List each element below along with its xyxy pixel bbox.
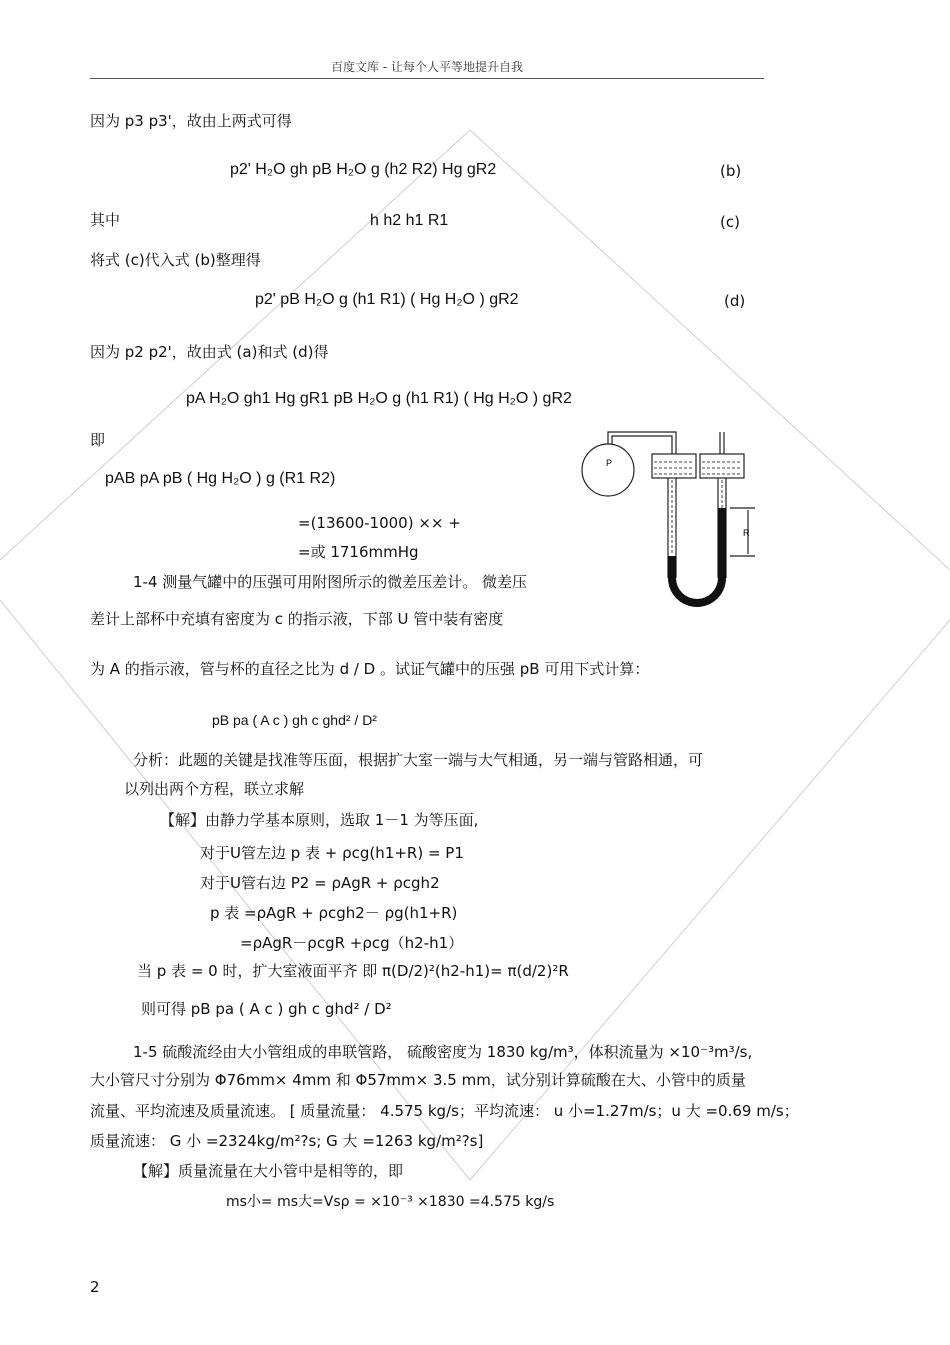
text-line: 即 xyxy=(90,431,106,449)
solution-line: =ρAgR－ρcgR +ρcg（h2-h1） xyxy=(240,934,464,952)
problem-1-5: 质量流速： G 小 =2324kg/m²?s; G 大 =1263 kg/m²?s] xyxy=(90,1132,484,1150)
equation-e: pA H₂O gh1 Hg gR1 pB H₂O g (h1 R1) ( Hg H₂O ) gR2 xyxy=(186,390,572,407)
solution-line: 当 p 表 = 0 时，扩大室液面平齐 即 π(D/2)²(h2-h1)= π(d/2)²R xyxy=(137,962,569,980)
problem-1-5: 1-5 硫酸流经由大小管组成的串联管路， 硫酸密度为 1830 kg/m³，体积流量为 ×10⁻³m³/s, xyxy=(133,1043,753,1061)
text-line: 其中 xyxy=(90,211,121,229)
equation-g: pB pa ( A c ) gh c ghd² / D² xyxy=(212,712,377,728)
text-line: 将式 (c)代入式 (b)整理得 xyxy=(90,251,261,269)
problem-1-5: 流量、平均流速及质量流速。 [ 质量流量： 4.575 kg/s；平均流速： u 小=1.27m/s；u 大 =0.69 m/s； xyxy=(90,1102,799,1120)
equation-f: pAB pA pB ( Hg H₂O ) g (R1 R2) xyxy=(105,470,336,487)
calc-line: =(13600-1000) ×× + xyxy=(298,514,461,532)
text-line: 因为 p3 p3'，故由上两式可得 xyxy=(90,112,292,130)
u-tube-liquid-shape xyxy=(668,508,726,607)
problem-1-4: 差计上部杯中充填有密度为 c 的指示液，下部 U 管中装有密度 xyxy=(90,610,504,628)
solution-line: 对于U管左边 p 表 + ρcg(h1+R) = P1 xyxy=(200,844,464,862)
solution-line: p 表 =ρAgR + ρcgh2－ ρg(h1+R) xyxy=(210,904,458,922)
solution-line: 对于U管右边 P2 = ρAgR + ρcgh2 xyxy=(200,874,440,892)
equation-b: p2' H₂O gh pB H₂O g (h2 R2) Hg gR2 xyxy=(230,161,497,178)
equation-label-c: (c) xyxy=(720,213,740,231)
equation-d: p2' pB H₂O g (h1 R1) ( Hg H₂O ) gR2 xyxy=(255,291,519,308)
header-rule xyxy=(90,78,764,79)
equation-label-b: (b) xyxy=(720,162,742,180)
manometer-figure xyxy=(580,428,760,618)
solution-line: ms小= ms大=Vsρ = ×10⁻³ ×1830 =4.575 kg/s xyxy=(226,1194,555,1210)
solution-line: 【解】由静力学基本原则，选取 1－1 为等压面, xyxy=(160,811,479,829)
text-line: 因为 p2 p2'，故由式 (a)和式 (d)得 xyxy=(90,343,329,361)
equation-c: h h2 h1 R1 xyxy=(370,212,449,229)
calc-line: =或 1716mmHg xyxy=(298,543,419,561)
analysis-line: 分析：此题的关键是找准等压面，根据扩大室一端与大气相通，另一端与管路相通，可 xyxy=(133,751,704,769)
gas-tank-shape xyxy=(582,444,634,496)
solution-line: 则可得 pB pa ( A c ) gh c ghd² / D² xyxy=(141,1000,392,1018)
solution-line: 【解】质量流量在大小管中是相等的，即 xyxy=(133,1162,404,1180)
equation-label-d: (d) xyxy=(724,292,746,310)
problem-1-4: 为 A 的指示液，管与杯的直径之比为 d / D 。试证气罐中的压强 pB 可用下式计算： xyxy=(90,660,650,678)
figure-label-p: P xyxy=(606,458,613,468)
page-number: 2 xyxy=(90,1278,100,1296)
figure-label-r: R xyxy=(743,528,750,538)
page-header: 百度文库 - 让每个人平等地提升自我 xyxy=(331,60,523,74)
problem-1-4: 1-4 测量气罐中的压强可用附图所示的微差压差计。 微差压 xyxy=(133,573,528,591)
analysis-line: 以列出两个方程，联立求解 xyxy=(124,780,305,798)
problem-1-5: 大小管尺寸分别为 Φ76mm× 4mm 和 Φ57mm× 3.5 mm，试分别计算硫酸在大、小管中的质量 xyxy=(90,1071,746,1089)
